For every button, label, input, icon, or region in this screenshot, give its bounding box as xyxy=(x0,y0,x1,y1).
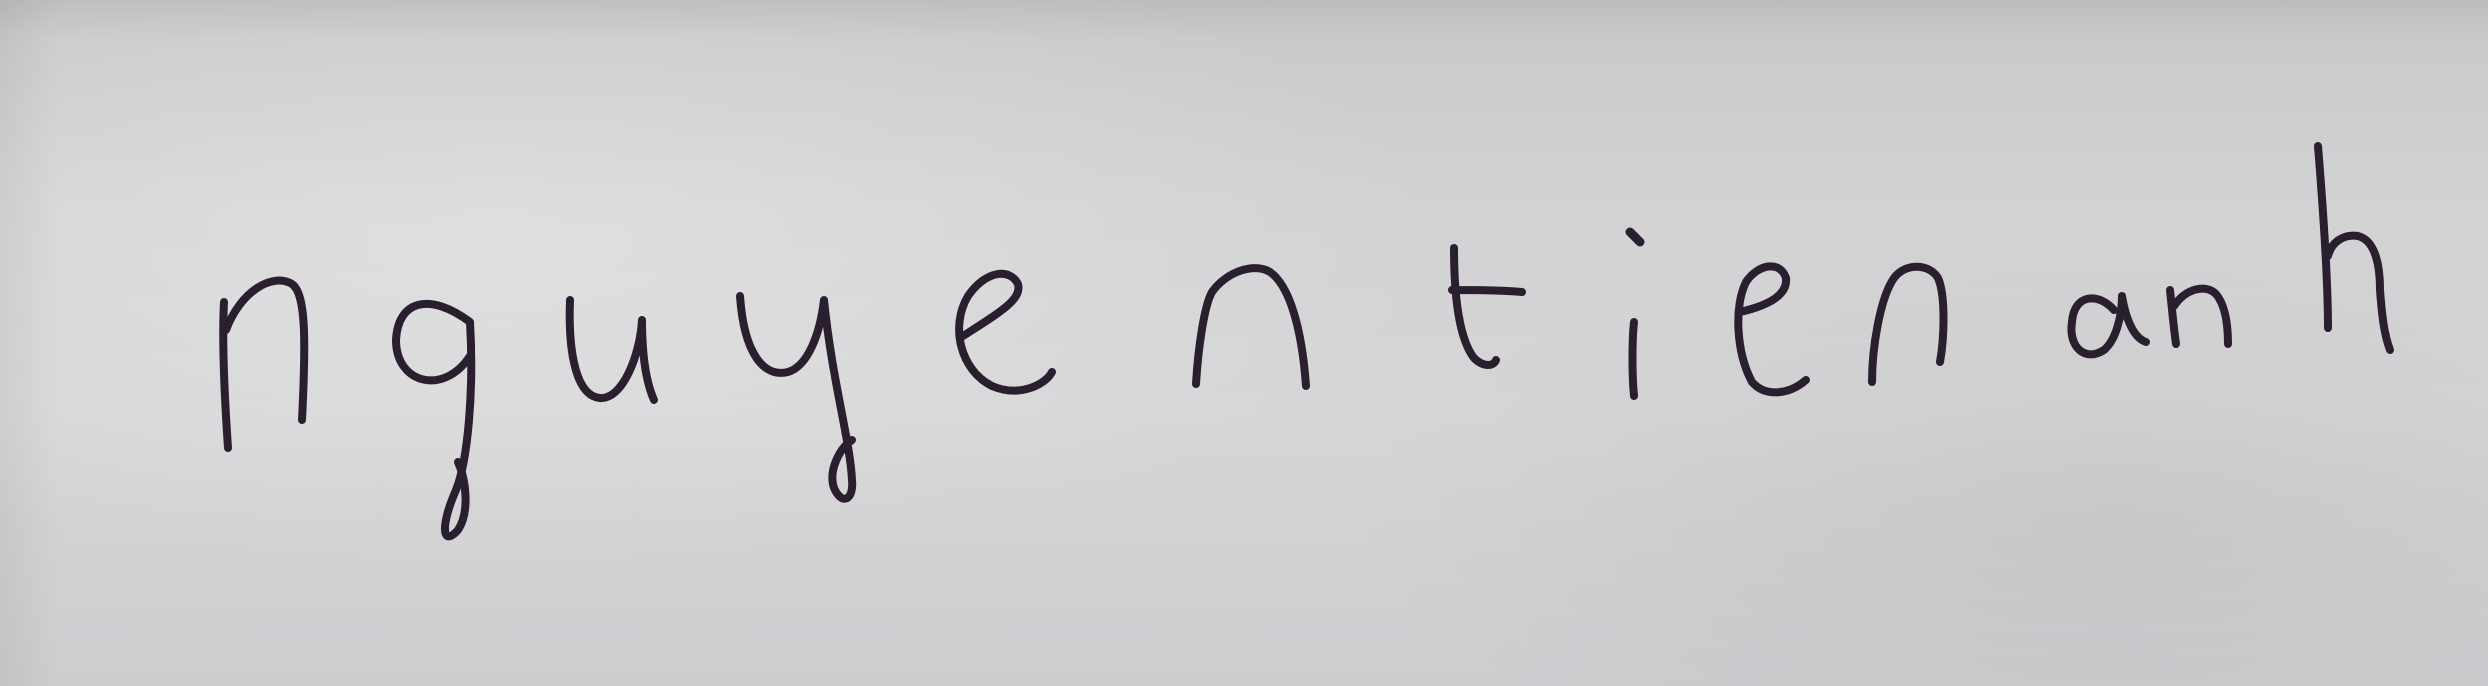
letter-n-1 xyxy=(223,281,304,448)
letter-u xyxy=(570,300,654,400)
handwritten-text-transcript xyxy=(0,0,1,1)
letter-n-3 xyxy=(1872,267,1944,382)
letter-g xyxy=(396,304,471,537)
letter-i-dot xyxy=(1630,232,1640,242)
letter-y xyxy=(740,296,852,499)
letter-e-2 xyxy=(1738,266,1806,392)
letter-i xyxy=(1633,322,1635,396)
letter-n-4 xyxy=(2170,289,2228,344)
letter-n-2 xyxy=(1196,268,1306,386)
letter-a xyxy=(2071,296,2146,354)
letter-h xyxy=(2318,146,2390,350)
letter-t xyxy=(1452,248,1522,365)
letter-e-1 xyxy=(959,274,1052,391)
